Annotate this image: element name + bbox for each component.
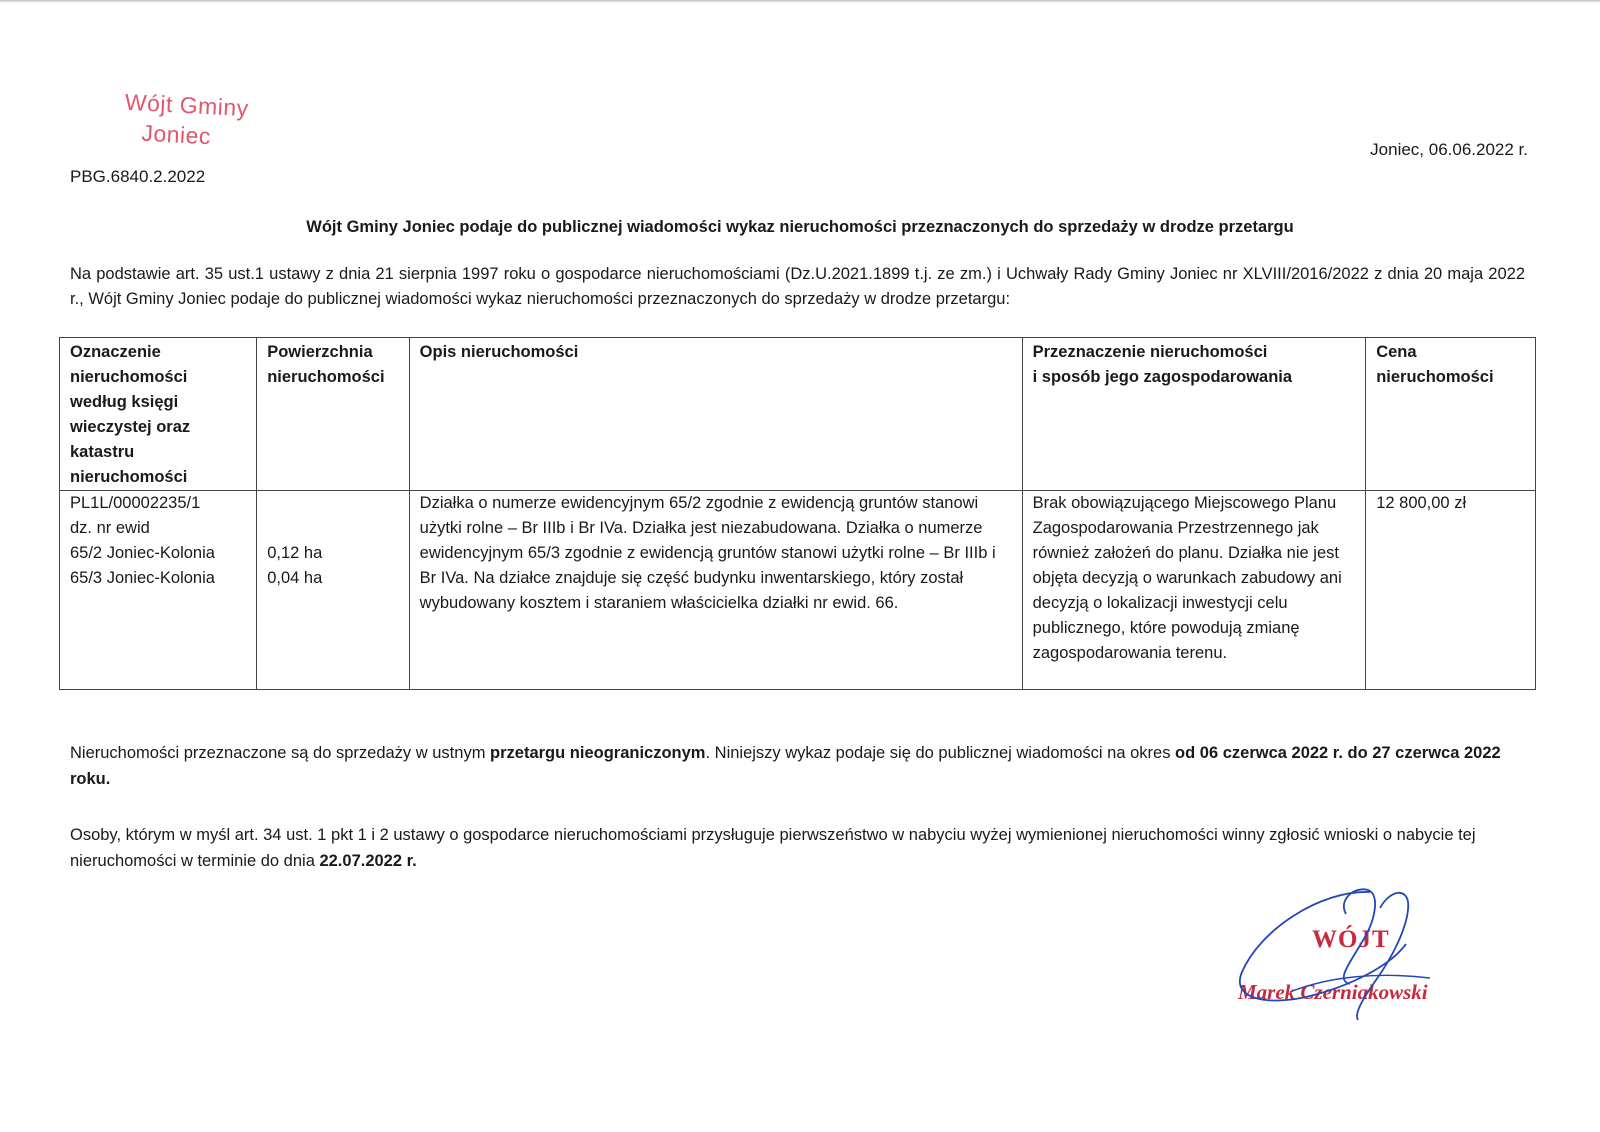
header-area: Powierzchnia nieruchomości: [257, 338, 409, 491]
header-price: Cena nieruchomości: [1366, 338, 1536, 491]
sale-info-bold-1: przetargu nieograniczonym: [490, 744, 706, 762]
cell-designation: [60, 491, 257, 690]
land-register-number: PL1L/00002235/1: [70, 494, 201, 512]
area-1: 0,12 ha: [267, 544, 323, 562]
document-heading: Wójt Gminy Joniec podaje do publicznej wiadomości wykaz nieruchomości przeznaczonych do sprzedaży w drodze przetargu: [306, 218, 1294, 236]
signature-stamp-name: Marek Czerniakowski: [1238, 980, 1428, 1004]
area-2: 0,04 ha: [267, 569, 323, 587]
ewid-label: dz. nr ewid: [70, 519, 150, 537]
cell-description: Działka o numerze ewidencyjnym 65/2 zgodnie z ewidencją gruntów stanowi użytki rolne – Br IIIb i Br IVa. Działka jest niezabudowana. Działka o numerze ewidencyjnym 65/3 zgodnie z ewidencją gruntów stanowi użytki rolne – Br IIIb i Br IVa. Na działce znajduje się część budynku inwentarskiego, który został wybudowany kosztem i staraniem właścicielka działki nr ewid. 66.: [409, 491, 1022, 690]
signature-block: [1230, 880, 1480, 1040]
sale-info-paragraph: [70, 740, 1525, 792]
intro-paragraph: Na podstawie art. 35 ust.1 ustawy z dnia 21 sierpnia 1997 roku o gospodarce nieruchomościami (Dz.U.2021.1899 t.j. ze zm.) i Uchwały Rady Gminy Joniec nr XLVIII/2016/2022 z dnia 20 maja 2022 r., Wójt Gminy Joniec podaje do publicznej wiadomości wykaz nieruchomości przeznaczonych do sprzedaży w drodze przetargu:: [70, 265, 1525, 308]
priority-deadline: 22.07.2022 r.: [319, 852, 417, 870]
header-purpose-line-2: i sposób jego zagospodarowania: [1032, 368, 1293, 386]
parcel-1: 65/2 Joniec-Kolonia: [70, 544, 215, 562]
table-row: [60, 491, 1536, 690]
header-designation: Oznaczenie nieruchomości według księgi wieczystej oraz katastru nieruchomości: [60, 338, 257, 491]
handwritten-signature-icon: [1230, 880, 1480, 1040]
header-purpose: [1022, 338, 1366, 491]
sale-info-bold-2: od 06 czerwca 2022 r. do 27 czerwca 2022 roku.: [70, 744, 1501, 788]
sale-info-text-1: Nieruchomości przeznaczone są do sprzedaży w ustnym: [70, 744, 491, 762]
cell-price: 12 800,00 zł: [1366, 491, 1536, 690]
cell-area: [257, 491, 409, 690]
cell-purpose: Brak obowiązującego Miejscowego Planu Zagospodarowania Przestrzennego jak również założeń do planu. Działka nie jest objęta decyzją o warunkach zabudowy ani decyzją o lokalizacji inwestycji celu publicznego, które powodują zmianę zagospodarowania terenu.: [1022, 491, 1366, 690]
scan-edge: [0, 0, 1600, 3]
place-date: Joniec, 06.06.2022 r.: [1370, 140, 1528, 159]
signature-stamp-title: WÓJT: [1312, 926, 1390, 953]
parcel-2: 65/3 Joniec-Kolonia: [70, 569, 215, 587]
office-stamp: [105, 86, 268, 154]
sale-info-text-2: . Niniejszy wykaz podaje się do publicznej wiadomości na okres: [705, 744, 1176, 762]
table-header-row: [60, 338, 1536, 491]
priority-paragraph: [70, 822, 1525, 874]
header-description: Opis nieruchomości: [409, 338, 1022, 491]
header-purpose-line-1: Przeznaczenie nieruchomości: [1032, 343, 1268, 361]
reference-number: PBG.6840.2.2022: [70, 167, 206, 186]
property-table: [59, 337, 1536, 690]
stamp-line-1: Wójt Gminy: [124, 88, 250, 122]
stamp-line-2: Joniec: [140, 119, 212, 150]
priority-text: Osoby, którym w myśl art. 34 ust. 1 pkt 1 i 2 ustawy o gospodarce nieruchomościami przysługuje pierwszeństwo w nabyciu wyżej wymienionej nieruchomości winny zgłosić wnioski o nabycie tej nieruchomości w terminie do dnia: [70, 826, 1476, 870]
